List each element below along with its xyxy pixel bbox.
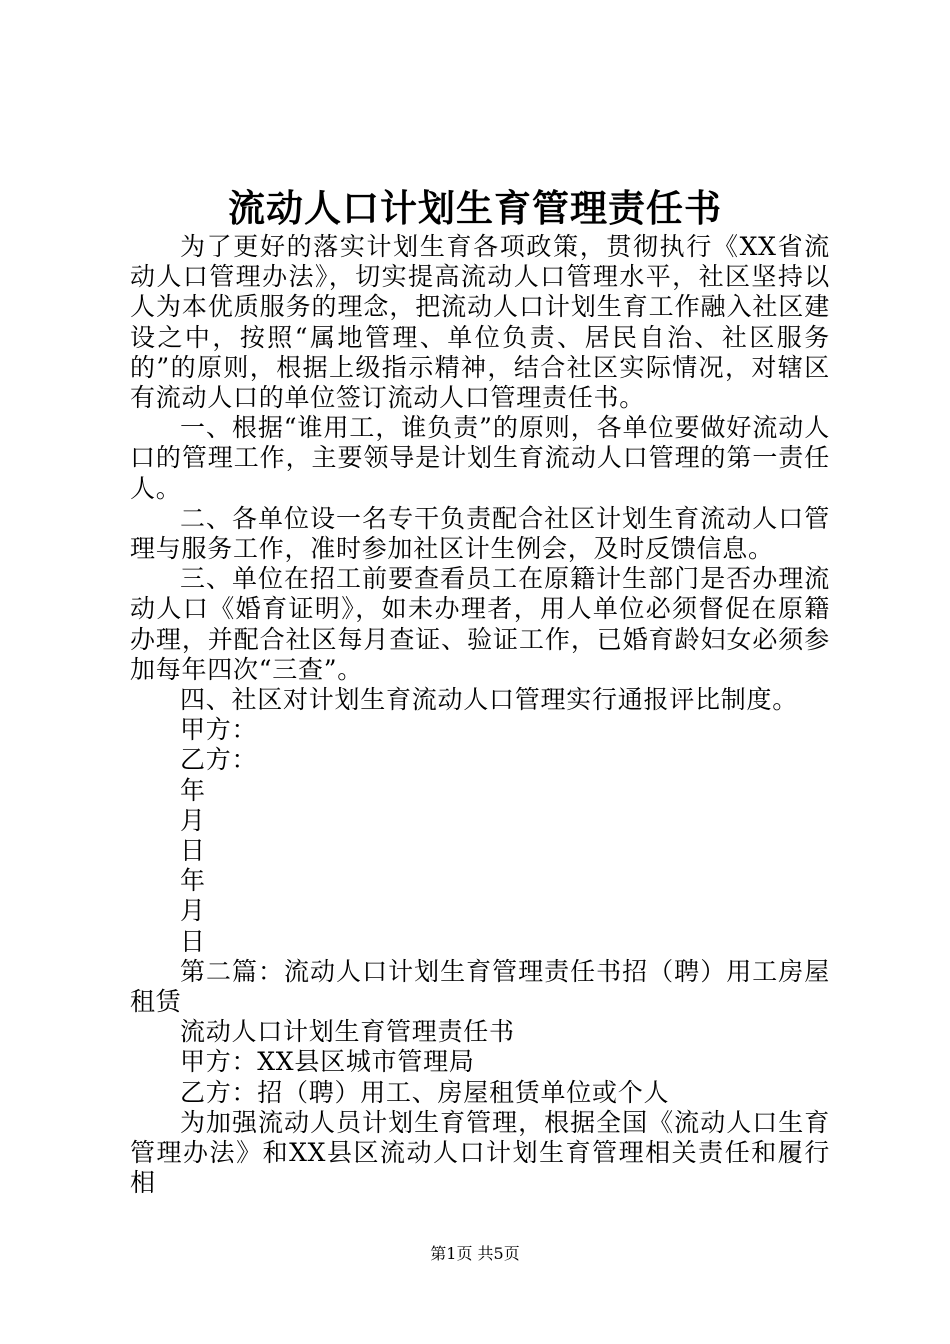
section-two-party-a: 甲方：XX县区城市管理局 xyxy=(180,1047,475,1077)
date-year-1: 年 xyxy=(180,775,206,805)
date-day-2: 日 xyxy=(180,926,206,956)
page-footer: 第1页 共5页 xyxy=(430,1244,520,1263)
clause-3: 三、单位在招工前要查看员工在原籍计生部门是否办理流动人口《婚育证明》，如未办理者，用人单位必须督促在原籍办理，并配合社区每月查证、验证工作，已婚育龄妇女必须参加每年四次“三查”。 xyxy=(130,564,830,684)
section-two-party-b: 乙方：招（聘）用工、房屋租赁单位或个人 xyxy=(180,1077,670,1107)
date-month-1: 月 xyxy=(180,805,206,835)
document-body xyxy=(130,232,830,1199)
date-day-1: 日 xyxy=(180,836,206,866)
clause-2: 二、各单位设一名专干负责配合社区计划生育流动人口管理与服务工作，准时参加社区计生例会，及时反馈信息。 xyxy=(130,503,830,564)
section-two-intro: 为加强流动人员计划生育管理，根据全国《流动人口生育管理办法》和XX县区流动人口计划生育管理相关责任和履行相 xyxy=(130,1107,830,1198)
document-title: 流动人口计划生育管理责任书 xyxy=(228,186,722,230)
party-b-label: 乙方： xyxy=(180,745,258,775)
clause-4: 四、社区对计划生育流动人口管理实行通报评比制度。 xyxy=(180,685,799,715)
intro-paragraph: 为了更好的落实计划生育各项政策，贯彻执行《XX省流动人口管理办法》，切实提高流动人口管理水平，社区坚持以人为本优质服务的理念，把流动人口计划生育工作融入社区建设之中，按照“属地管理、单位负责、居民自治、社区服务的”的原则，根据上级指示精神，结合社区实际情况，对辖区有流动人口的单位签订流动人口管理责任书。 xyxy=(130,232,830,413)
date-month-2: 月 xyxy=(180,896,206,926)
section-two-title: 流动人口计划生育管理责任书 xyxy=(180,1017,515,1047)
party-a-label: 甲方： xyxy=(180,715,258,745)
date-year-2: 年 xyxy=(180,866,206,896)
section-two-heading: 第二篇：流动人口计划生育管理责任书招（聘）用工房屋租赁 xyxy=(130,956,830,1017)
clause-1: 一、根据“谁用工，谁负责”的原则，各单位要做好流动人口的管理工作，主要领导是计划生育流动人口管理的第一责任人。 xyxy=(130,413,830,503)
